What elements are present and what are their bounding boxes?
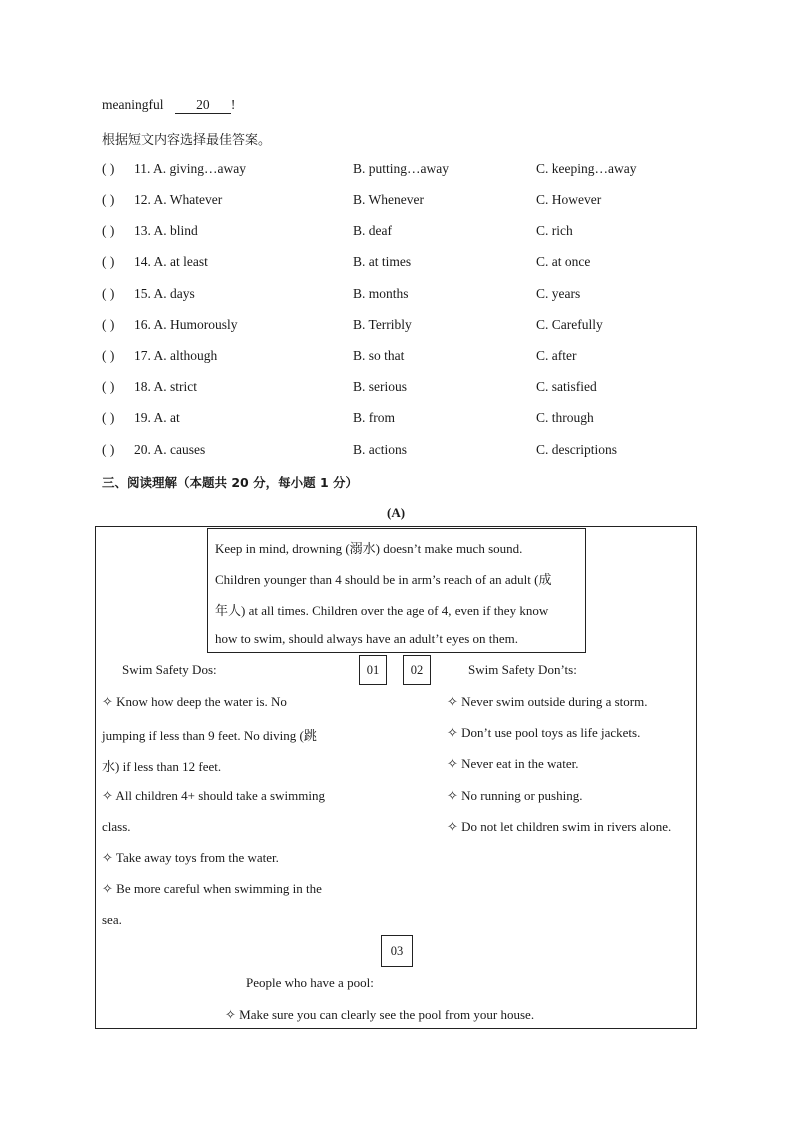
donts-title: Swim Safety Don’ts: — [468, 662, 577, 677]
option-b: B. Whenever — [353, 192, 424, 207]
option-b: B. serious — [353, 379, 407, 394]
donts-line: ✧ Do not let children swim in rivers alone. — [447, 819, 672, 834]
question-row — [102, 223, 702, 243]
option-c: C. at once — [536, 254, 591, 269]
option-b: B. actions — [353, 442, 407, 457]
option-a: 13. A. blind — [134, 223, 198, 238]
donts-line: ✧ No running or pushing. — [447, 788, 583, 803]
option-a: 11. A. giving…away — [134, 161, 246, 176]
blank-box-02: 02 — [403, 655, 431, 685]
dos-line: jumping if less than 9 feet. No diving (跳 — [102, 728, 317, 743]
dos-line: ✧ All children 4+ should take a swimming — [102, 788, 325, 803]
question-row — [102, 410, 702, 430]
answer-paren: ( ) — [102, 348, 115, 363]
dos-title: Swim Safety Dos: — [122, 662, 217, 677]
question-row — [102, 161, 702, 181]
option-a: 12. A. Whatever — [134, 192, 223, 207]
question-row — [102, 442, 702, 462]
option-a: 15. A. days — [134, 286, 195, 301]
dos-line: ✧ Take away toys from the water. — [102, 850, 279, 865]
option-c: C. years — [536, 286, 581, 301]
option-c: C. rich — [536, 223, 573, 238]
option-b: B. so that — [353, 348, 405, 363]
option-c: C. satisfied — [536, 379, 597, 394]
pool-line: ✧ Make sure you can clearly see the pool from your house. — [225, 1007, 535, 1022]
blank-box-01: 01 — [359, 655, 387, 685]
option-b: B. at times — [353, 254, 412, 269]
safety-note-box — [207, 528, 586, 653]
dos-line: class. — [102, 819, 131, 834]
note-line: Children younger than 4 should be in arm’s reach of an adult (成 — [215, 572, 552, 587]
option-c: C. keeping…away — [536, 161, 637, 176]
answer-paren: ( ) — [102, 286, 115, 301]
dos-line: sea. — [102, 912, 122, 927]
blank-box-03: 03 — [381, 935, 413, 967]
passage-tail-text: meaningful — [102, 97, 164, 112]
donts-line: ✧ Don’t use pool toys as life jackets. — [447, 725, 641, 740]
option-a: 17. A. although — [134, 348, 218, 363]
answer-paren: ( ) — [102, 223, 115, 238]
section-heading: 三、阅读理解（本题共 20 分，每小题 1 分） — [102, 475, 359, 490]
option-c: C. after — [536, 348, 577, 363]
option-a: 14. A. at least — [134, 254, 208, 269]
option-a: 20. A. causes — [134, 442, 206, 457]
question-row — [102, 379, 702, 399]
option-c: C. descriptions — [536, 442, 617, 457]
option-a: 18. A. strict — [134, 379, 197, 394]
answer-paren: ( ) — [102, 379, 115, 394]
option-b: B. months — [353, 286, 409, 301]
option-b: B. putting…away — [353, 161, 449, 176]
answer-paren: ( ) — [102, 192, 115, 207]
option-c: C. Carefully — [536, 317, 603, 332]
question-row — [102, 192, 702, 212]
question-row — [102, 286, 702, 306]
option-a: 19. A. at — [134, 410, 180, 425]
option-b: B. deaf — [353, 223, 392, 238]
note-line: how to swim, should always have an adult’t eyes on them. — [215, 631, 519, 646]
passage-tail-end: ! — [230, 97, 236, 112]
dos-line: ✧ Be more careful when swimming in the — [102, 881, 322, 896]
passage-tail-line — [102, 97, 235, 114]
dos-line: 水) if less than 12 feet. — [102, 759, 222, 774]
option-a: 16. A. Humorously — [134, 317, 238, 332]
option-c: C. However — [536, 192, 602, 207]
passage-label: (A) — [387, 505, 406, 520]
answer-paren: ( ) — [102, 442, 115, 457]
answer-paren: ( ) — [102, 161, 115, 176]
dos-line: ✧ Know how deep the water is. No — [102, 694, 287, 709]
option-c: C. through — [536, 410, 594, 425]
answer-paren: ( ) — [102, 254, 115, 269]
question-row — [102, 254, 702, 274]
donts-line: ✧ Never eat in the water. — [447, 756, 579, 771]
option-b: B. from — [353, 410, 395, 425]
question-row — [102, 317, 702, 337]
answer-paren: ( ) — [102, 317, 115, 332]
note-line: Keep in mind, drowning (溺水) doesn’t make much sound. — [215, 541, 523, 556]
pool-title: People who have a pool: — [246, 975, 374, 990]
answer-blank-20: 20 — [175, 98, 231, 114]
answer-paren: ( ) — [102, 410, 115, 425]
donts-line: ✧ Never swim outside during a storm. — [447, 694, 648, 709]
question-row — [102, 348, 702, 368]
option-b: B. Terribly — [353, 317, 412, 332]
instruction: 根据短文内容选择最佳答案。 — [102, 133, 272, 148]
note-line: 年人) at all times. Children over the age of 4, even if they know — [215, 603, 549, 618]
